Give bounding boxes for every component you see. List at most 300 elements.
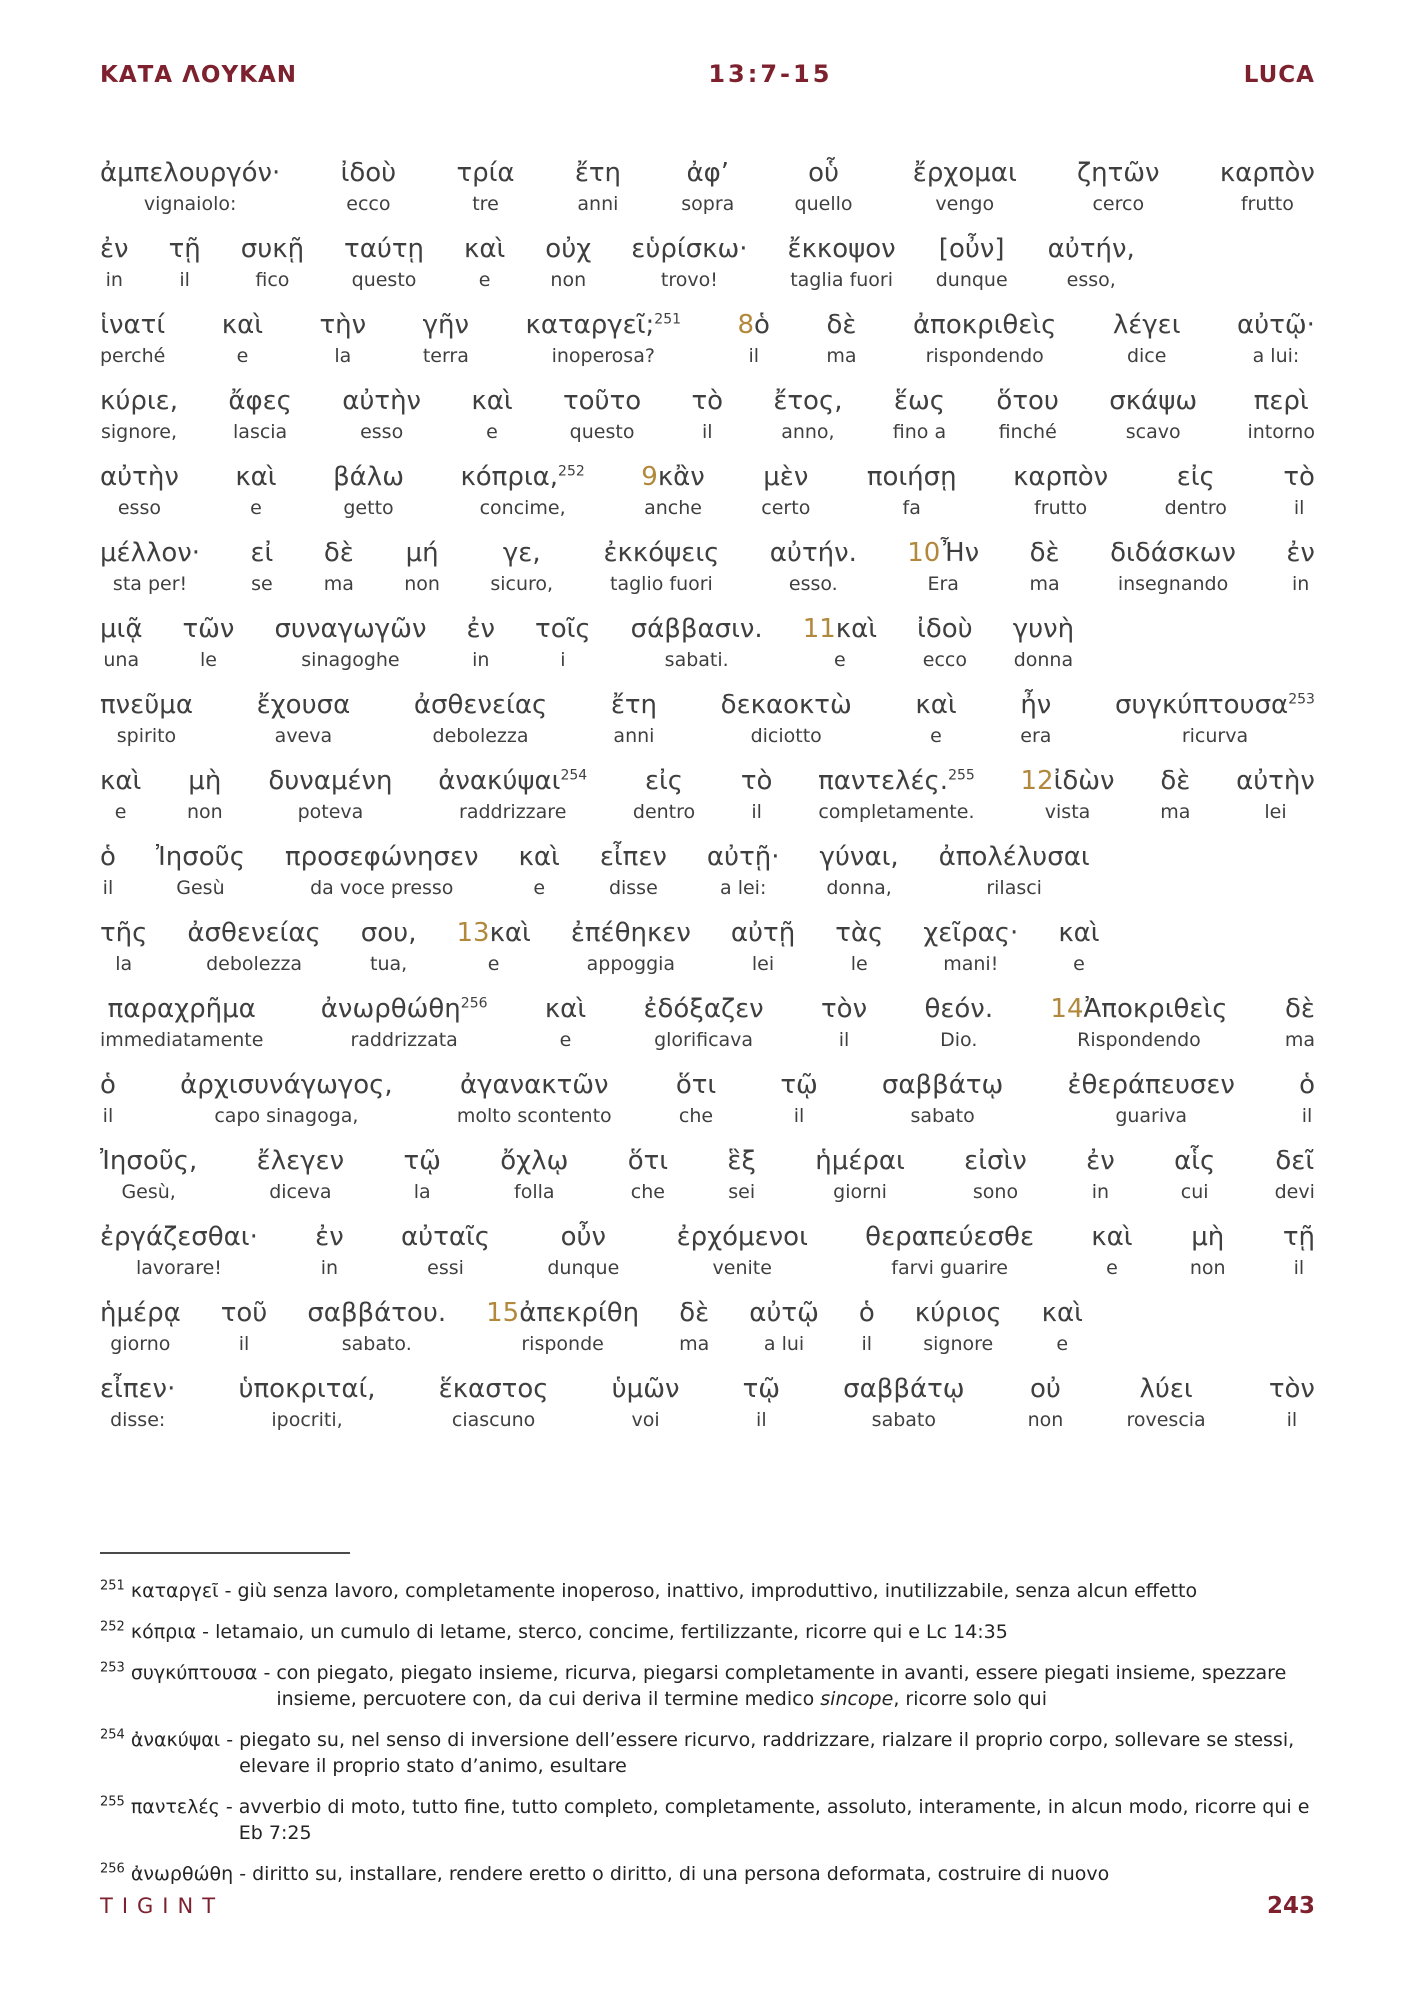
gloss-word: poteva: [297, 801, 364, 823]
word-unit: [681, 156, 734, 218]
greek-word: αὐτὴν: [1236, 766, 1315, 796]
greek-word: καὶ: [464, 234, 506, 264]
footnote-text-part: con piegato, piegato insieme, ricurva, piegarsi completamente in avanti, essere piegati insieme, spezzare insieme, percuotere con, da cui deriva il termine medico: [276, 1662, 1287, 1710]
greek-word: οὐ: [1030, 1374, 1061, 1404]
word-unit: [821, 992, 867, 1054]
word-unit: [743, 1372, 780, 1434]
gloss-word: raddrizzare: [459, 801, 567, 823]
word-unit: [1299, 1068, 1315, 1130]
gloss-word: capo sinagoga,: [214, 1105, 359, 1127]
greek-word: γῆν: [422, 310, 470, 340]
word-unit: [547, 1220, 619, 1282]
gloss-word: il: [756, 1409, 767, 1431]
word-unit: [100, 764, 141, 826]
gloss-word: disse:: [110, 1409, 166, 1431]
greek-word: τῷ: [403, 1146, 441, 1176]
gloss-word: lascia: [233, 421, 288, 443]
greek-word: καὶ: [221, 310, 264, 340]
footnote-greek: συγκύπτουσα -: [124, 1662, 277, 1684]
page-number: 243: [1266, 1893, 1315, 1919]
word-unit: [780, 1068, 817, 1130]
gloss-word: voi: [631, 1409, 660, 1431]
word-unit: [731, 916, 795, 978]
footnote-text-part: letamaio, un cumulo di letame, sterco, concime, fertilizzante, ricorre qui e Lc 14:35: [215, 1621, 1008, 1643]
greek-word: ἐκκόψεις: [603, 538, 720, 568]
footnotes: [100, 1578, 1316, 1902]
gloss-word: vignaiolo:: [143, 193, 237, 215]
gloss-word: esso: [360, 421, 404, 443]
word-unit: [404, 536, 440, 598]
word-unit: [612, 1372, 680, 1434]
gloss-word: esso,: [1066, 269, 1116, 291]
greek-word: ἐργάζεσθαι·: [100, 1222, 258, 1252]
footnote-lead: [100, 1861, 252, 1887]
greek-word: καὶ: [544, 994, 587, 1024]
gloss-word: anni: [613, 725, 655, 747]
greek-word: εἰσὶν: [964, 1146, 1027, 1176]
greek-word: εἰς: [1176, 462, 1215, 492]
gloss-word: dentro: [632, 801, 696, 823]
word-unit: [604, 536, 720, 598]
gloss-word: anno,: [781, 421, 835, 443]
footnote-text-part: giù senza lavoro, completamente inoperoso, inattivo, improduttivo, inutilizzabile, senza alcun effetto: [237, 1580, 1198, 1602]
greek-word: [οὖν]: [938, 234, 1005, 264]
greek-word: θεραπεύεσθε: [865, 1222, 1035, 1252]
gloss-word: la: [334, 345, 352, 367]
gloss-word: finché: [998, 421, 1057, 443]
gloss-word: fino a: [892, 421, 947, 443]
word-unit: [535, 612, 591, 674]
word-unit: [100, 232, 129, 294]
word-unit: [913, 308, 1056, 370]
gloss-word: giorno: [110, 1333, 171, 1355]
gloss-word: e: [1106, 1257, 1118, 1279]
word-unit: [936, 232, 1008, 294]
word-unit: [835, 916, 883, 978]
gloss-word: il: [1293, 1257, 1305, 1279]
page-header: [100, 60, 1315, 88]
greek-word: δὲ: [323, 538, 354, 568]
word-unit: [1028, 1372, 1064, 1434]
greek-word: ὄχλῳ: [500, 1146, 569, 1176]
word-unit: [893, 384, 946, 446]
gloss-word: ma: [1029, 573, 1060, 595]
gloss-word: quello: [794, 193, 853, 215]
greek-word: Ἰησοῦς: [155, 842, 245, 872]
gloss-word: intorno: [1247, 421, 1315, 443]
greek-word: ὁ: [1299, 1070, 1315, 1100]
gloss-word: tre: [472, 193, 499, 215]
footnote-text: [215, 1619, 1316, 1645]
word-unit: [268, 764, 392, 826]
greek-word: ἀνωρθώθη$^{256}$: [320, 994, 488, 1024]
gloss-word: essi: [427, 1257, 464, 1279]
gloss-word: il: [793, 1105, 805, 1127]
word-unit: [707, 840, 780, 902]
word-unit: [187, 916, 320, 978]
word-unit: [100, 308, 165, 370]
word-unit: [456, 156, 514, 218]
greek-word: αὐτῇ: [730, 918, 796, 948]
gloss-word: il: [179, 269, 190, 291]
word-unit: [1091, 1220, 1132, 1282]
greek-word: καὶ: [1041, 1298, 1083, 1328]
footnote-greek: ἀνακύψαι -: [124, 1729, 240, 1751]
greek-word: τοῖς: [535, 614, 591, 644]
word-unit: [815, 1144, 905, 1206]
word-unit: [939, 840, 1090, 902]
greek-word: καταργεῖ;$^{251}$: [525, 310, 682, 340]
word-unit: [721, 688, 852, 750]
greek-word: τῇ: [1282, 1222, 1315, 1252]
gloss-word: disse: [608, 877, 658, 899]
word-unit: [1113, 308, 1181, 370]
gloss-word: Rispondendo: [1077, 1029, 1201, 1051]
interlinear-block: [100, 1372, 1315, 1434]
greek-word: ἀσθενείας: [413, 690, 548, 720]
word-unit: [1020, 688, 1051, 750]
word-unit: [907, 536, 979, 598]
gloss-word: ma: [1284, 1029, 1315, 1051]
greek-word: ἀγανακτῶν: [459, 1070, 609, 1100]
greek-word: σαββάτῳ: [843, 1374, 965, 1404]
greek-word: αὐταῖς: [401, 1222, 491, 1252]
greek-word: ὁ: [858, 1298, 875, 1328]
word-unit: [100, 1296, 181, 1358]
word-unit: [228, 384, 292, 446]
gloss-word: sopra: [681, 193, 735, 215]
gloss-word: farvi guarire: [891, 1257, 1008, 1279]
footnote: [100, 1660, 1316, 1712]
gloss-word: in: [105, 269, 123, 291]
word-unit: [100, 612, 142, 674]
gloss-word: spirito: [116, 725, 177, 747]
gloss-word: insegnando: [1117, 573, 1229, 595]
footnote: [100, 1861, 1316, 1887]
gloss-word: aveva: [274, 725, 333, 747]
greek-word: τῷ: [780, 1070, 818, 1100]
greek-word: δὲ: [1029, 538, 1060, 568]
word-unit: [803, 612, 877, 674]
word-unit: [628, 1144, 668, 1206]
greek-word: βάλω: [333, 462, 404, 492]
word-unit: [222, 308, 263, 370]
greek-word: ὅτι: [627, 1146, 669, 1176]
word-unit: [795, 156, 853, 218]
word-unit: [464, 232, 505, 294]
word-unit: [333, 460, 404, 522]
word-unit: [100, 1144, 197, 1206]
footnote-greek: κόπρια -: [124, 1621, 216, 1643]
word-unit: [600, 840, 667, 902]
gloss-word: ecco: [922, 649, 967, 671]
greek-word: σου,: [360, 918, 417, 948]
gloss-word: ciascuno: [451, 1409, 536, 1431]
interlinear-block: [100, 840, 1315, 902]
footer-brand: TIGINT: [100, 1894, 225, 1918]
word-unit: [100, 536, 200, 598]
greek-word: ἡμέρᾳ: [100, 1298, 181, 1328]
footnote-text: [239, 1794, 1316, 1846]
word-unit: [1237, 308, 1315, 370]
greek-word: συγκύπτουσα$^{253}$: [1115, 690, 1315, 720]
word-unit: [100, 156, 280, 218]
footnote-text-part: piegato su, nel senso di inversione dell’essere ricurvo, raddrizzare, rialzare il proprio corpo, sollevare se stessi, elevare il proprio stato d’animo, esultare: [239, 1729, 1295, 1777]
greek-word: ἰδοὺ: [917, 614, 973, 644]
word-unit: [100, 916, 147, 978]
greek-word: λύει: [1139, 1374, 1193, 1404]
word-unit: [1286, 536, 1315, 598]
word-unit: [500, 1144, 568, 1206]
greek-word: ὅτου: [996, 386, 1059, 416]
greek-word: σκάψω: [1109, 386, 1198, 416]
gloss-word: in: [320, 1257, 339, 1279]
word-unit: [913, 156, 1017, 218]
verse-number: 15: [486, 1298, 520, 1328]
word-unit: [1283, 1220, 1315, 1282]
gloss-word: che: [678, 1105, 714, 1127]
greek-word: ταύτῃ: [344, 234, 425, 264]
footnote-number: 255: [100, 1794, 125, 1810]
greek-word: τῷ: [742, 1374, 781, 1404]
word-unit: [486, 1296, 639, 1358]
gloss-word: taglio fuori: [610, 573, 713, 595]
gloss-word: e: [1073, 953, 1085, 975]
verse-number: 14: [1050, 994, 1084, 1024]
gloss-word: fa: [902, 497, 921, 519]
interlinear-block: [100, 1296, 1315, 1358]
gloss-word: terra: [422, 345, 469, 367]
gloss-word: ipocriti,: [271, 1409, 343, 1431]
greek-word: δεῖ: [1275, 1146, 1315, 1176]
word-unit: [1030, 536, 1060, 598]
word-unit: [1285, 992, 1315, 1054]
gloss-word: il: [1293, 497, 1305, 519]
word-unit: [1110, 536, 1236, 598]
gloss-word: lei: [751, 953, 775, 975]
interlinear: [100, 156, 1315, 1448]
greek-word: 13καὶ: [456, 918, 531, 948]
greek-word: αὐτήν.: [769, 538, 857, 568]
word-unit: [643, 992, 763, 1054]
gloss-word: non: [1189, 1257, 1226, 1279]
greek-word: σάββασιν.: [630, 614, 763, 644]
greek-word: χεῖρας·: [923, 918, 1019, 948]
greek-word: οὐχ: [545, 234, 592, 264]
interlinear-block: [100, 1144, 1315, 1206]
footnote-number: 252: [100, 1619, 125, 1635]
gloss-word: guariva: [1115, 1105, 1188, 1127]
gloss-word: i: [560, 649, 566, 671]
greek-word: αὐτὴν: [100, 462, 179, 492]
word-unit: [423, 308, 469, 370]
gloss-word: a lei:: [720, 877, 767, 899]
gloss-word: ma: [1160, 801, 1191, 823]
gloss-word: frutto: [1240, 193, 1294, 215]
footnote-ref: 252: [558, 463, 585, 480]
gloss-word: concime,: [479, 497, 566, 519]
greek-word: τὸν: [821, 994, 868, 1024]
greek-word: εἰς: [644, 766, 684, 796]
greek-word: διδάσκων: [1110, 538, 1236, 568]
gloss-word: ma: [323, 573, 354, 595]
greek-word: παντελές.$^{255}$: [818, 766, 975, 796]
gloss-word: e: [559, 1029, 572, 1051]
gloss-word: getto: [343, 497, 394, 519]
greek-word: θεόν.: [924, 994, 994, 1024]
gloss-word: trovo!: [660, 269, 718, 291]
word-unit: [182, 612, 234, 674]
gloss-word: e: [114, 801, 127, 823]
gloss-word: che: [630, 1181, 665, 1203]
gloss-word: e: [236, 345, 249, 367]
gloss-word: giorni: [833, 1181, 887, 1203]
gloss-word: sinagoghe: [301, 649, 400, 671]
gloss-word: tua,: [370, 953, 408, 975]
word-unit: [915, 1296, 1002, 1358]
greek-word: καὶ: [235, 462, 277, 492]
greek-word: κύριος: [914, 1298, 1002, 1328]
greek-word: δὲ: [1160, 766, 1191, 796]
greek-word: ὑμῶν: [611, 1374, 680, 1404]
footnote-greek: παντελές -: [124, 1796, 239, 1818]
greek-word: ζητῶν: [1077, 158, 1160, 188]
greek-word: τὸ: [740, 766, 773, 796]
greek-word: ἐπέθηκεν: [570, 918, 691, 948]
word-unit: [917, 612, 973, 674]
gloss-word: e: [487, 953, 500, 975]
word-unit: [100, 1372, 175, 1434]
word-unit: [1190, 1220, 1226, 1282]
gloss-word: appoggia: [586, 953, 676, 975]
word-unit: [1165, 460, 1227, 522]
gloss-word: in: [472, 649, 490, 671]
greek-word: ἱνατί: [100, 310, 166, 340]
word-unit: [156, 840, 245, 902]
gloss-word: sono: [972, 1181, 1019, 1203]
word-unit: [490, 536, 553, 598]
word-unit: [882, 1068, 1003, 1130]
verse-number: 12: [1020, 766, 1054, 796]
gloss-word: era: [1020, 725, 1052, 747]
greek-word: δυναμένη: [268, 766, 393, 796]
footnote-text: [239, 1727, 1316, 1779]
greek-word: καρπὸν: [1219, 158, 1315, 188]
gloss-word: lei: [1264, 801, 1287, 823]
greek-word: μέλλον·: [100, 538, 201, 568]
gloss-word: immediatamente: [100, 1029, 264, 1051]
word-unit: [761, 460, 810, 522]
gloss-word: e: [478, 269, 491, 291]
gloss-word: donna,: [826, 877, 892, 899]
greek-word: ἔκκοψον: [787, 234, 896, 264]
greek-word: οὗ: [808, 158, 840, 188]
gloss-word: sabato: [871, 1409, 936, 1431]
gloss-word: una: [103, 649, 140, 671]
greek-word: ἡμέραι: [815, 1146, 905, 1176]
greek-word: ἐν: [1086, 1146, 1115, 1176]
gloss-word: Gesù: [176, 877, 225, 899]
word-unit: [250, 536, 273, 598]
gloss-word: molto scontento: [456, 1105, 612, 1127]
interlinear-block: [100, 688, 1315, 750]
greek-word: εἶπεν·: [100, 1374, 176, 1404]
word-unit: [187, 764, 223, 826]
gloss-word: non: [1027, 1409, 1064, 1431]
greek-word: 11καὶ: [802, 614, 878, 644]
gloss-word: non: [404, 573, 440, 595]
gloss-word: inoperosa?: [551, 345, 655, 367]
greek-word: σαββάτου.: [307, 1298, 447, 1328]
greek-word: ἕκαστος: [438, 1374, 549, 1404]
word-unit: [235, 460, 276, 522]
greek-word: τὰς: [835, 918, 884, 948]
word-unit: [307, 1296, 446, 1358]
gloss-word: e: [930, 725, 942, 747]
greek-word: 9κἂν: [641, 462, 705, 492]
gloss-word: e: [834, 649, 846, 671]
gloss-word: completamente.: [818, 801, 975, 823]
word-unit: [1050, 992, 1227, 1054]
greek-word: Ἰησοῦς,: [100, 1146, 198, 1176]
greek-word: τὸν: [1268, 1374, 1315, 1404]
gloss-word: taglia fuori: [790, 269, 894, 291]
word-unit: [1115, 688, 1315, 750]
greek-word: συναγωγῶν: [274, 614, 427, 644]
gloss-word: folla: [514, 1181, 555, 1203]
word-unit: [466, 612, 495, 674]
verse-number: 9: [641, 462, 658, 492]
gloss-word: Era: [927, 573, 959, 595]
word-unit: [1048, 232, 1135, 294]
interlinear-block: [100, 384, 1315, 446]
greek-word: εἰ: [250, 538, 274, 568]
word-unit: [964, 1144, 1027, 1206]
footnote-ref: 256: [460, 995, 488, 1012]
footnote: [100, 1619, 1316, 1645]
interlinear-block: [100, 460, 1315, 522]
greek-word: ἀμπελουργόν·: [100, 158, 281, 188]
gloss-word: ma: [679, 1333, 710, 1355]
greek-word: σαββάτῳ: [881, 1070, 1004, 1100]
word-unit: [438, 764, 587, 826]
greek-word: κύριε,: [100, 386, 178, 416]
greek-word: ἐθεράπευσεν: [1067, 1070, 1235, 1100]
word-unit: [439, 1372, 549, 1434]
gloss-word: debolezza: [206, 953, 303, 975]
gloss-word: sei: [728, 1181, 756, 1203]
greek-word: καὶ: [915, 690, 957, 720]
gloss-word: a lui: [763, 1333, 805, 1355]
gloss-word: ricurva: [1181, 725, 1249, 747]
gloss-word: il: [861, 1333, 873, 1355]
greek-word: γυνὴ: [1012, 614, 1075, 644]
footnote-separator: [100, 1552, 350, 1554]
greek-word: ἐδόξαζεν: [643, 994, 764, 1024]
interlinear-block: [100, 992, 1315, 1054]
word-unit: [100, 992, 263, 1054]
greek-word: 12ἰδὼν: [1020, 766, 1115, 796]
gloss-word: le: [850, 953, 868, 975]
word-unit: [1077, 156, 1160, 218]
greek-word: ἓξ: [727, 1146, 756, 1176]
gloss-word: questo: [569, 421, 635, 443]
gloss-word: Gesù,: [121, 1181, 176, 1203]
greek-word: ἕως: [893, 386, 945, 416]
greek-word: αὐτῷ·: [1237, 310, 1315, 340]
gloss-word: non: [186, 801, 223, 823]
gloss-word: cerco: [1092, 193, 1145, 215]
